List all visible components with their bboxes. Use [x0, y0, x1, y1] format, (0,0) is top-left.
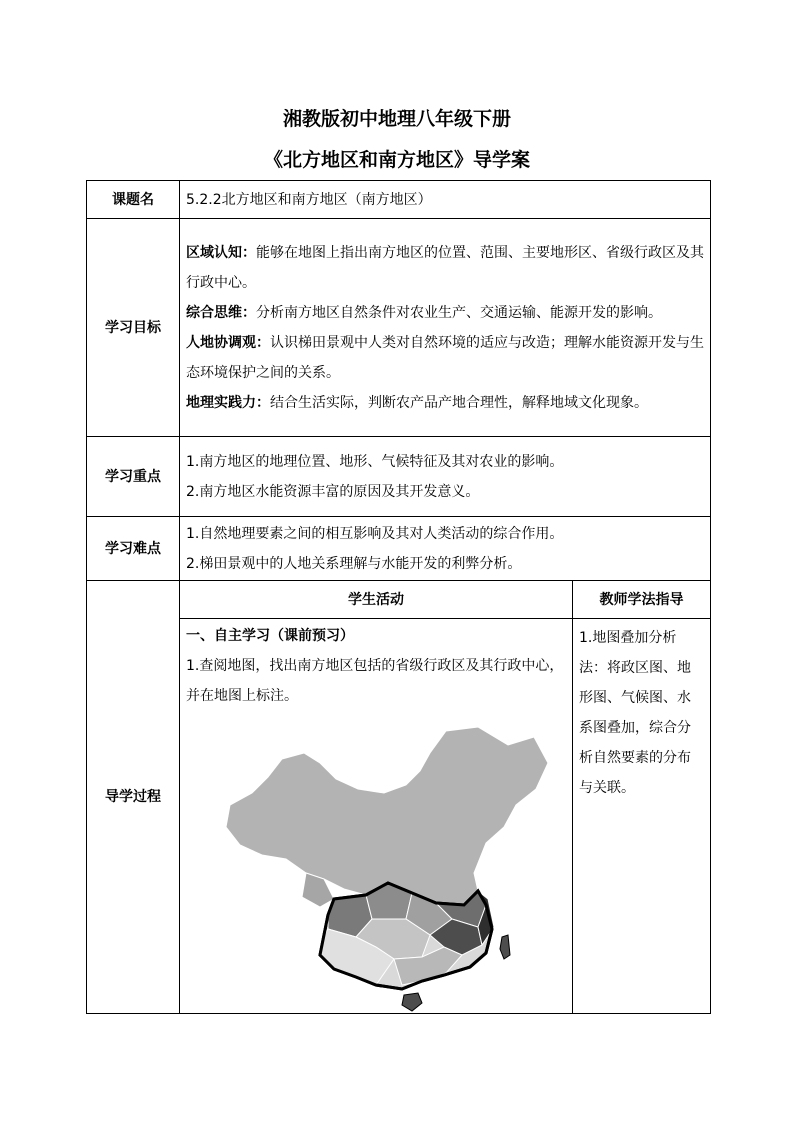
document-title: 湘教版初中地理八年级下册 — [282, 108, 511, 130]
goal-key: 区域认知： — [186, 244, 256, 261]
difficulties-row — [87, 517, 711, 581]
difficulties-label: 学习难点 — [87, 517, 180, 581]
south-region-map-image — [216, 723, 596, 1013]
goal-item — [186, 238, 704, 298]
goal-key: 综合思维： — [186, 304, 256, 321]
goal-item — [186, 298, 704, 328]
key-point-item: 2.南方地区水能资源丰富的原因及其开发意义。 — [186, 483, 480, 500]
difficulty-item: 1.自然地理要素之间的相互影响及其对人类活动的综合作用。 — [186, 525, 564, 542]
guide-item: 1.地图叠加分析法：将政区图、地形图、气候图、水系图叠加，综合分析自然要素的分布与关联。 — [579, 630, 691, 796]
goal-text: 分析南方地区自然条件对农业生产、交通运输、能源开发的影响。 — [256, 304, 662, 321]
process-row — [87, 619, 711, 1014]
china-map — [216, 723, 596, 1013]
key-points-label: 学习重点 — [87, 437, 180, 517]
process-label: 导学过程 — [87, 581, 180, 1014]
key-points-content — [180, 437, 711, 517]
key-points-row — [87, 437, 711, 517]
goal-item — [186, 328, 704, 388]
task-item: 1.查阅地图，找出南方地区包括的省级行政区及其行政中心，并在地图上标注。 — [186, 658, 564, 704]
goal-key: 地理实践力： — [186, 394, 270, 411]
document-subtitle: 《北方地区和南方地区》导学案 — [263, 149, 530, 171]
topic-row — [87, 181, 711, 219]
difficulties-content — [180, 517, 711, 581]
hainan-island-shape — [402, 993, 422, 1011]
taiwan-island-shape — [500, 935, 510, 959]
goals-content — [180, 219, 711, 437]
goals-label: 学习目标 — [87, 219, 180, 437]
topic-value: 5.2.2北方地区和南方地区（南方地区） — [180, 181, 711, 219]
goal-key: 人地协调观： — [186, 334, 270, 351]
goal-item — [186, 388, 704, 418]
goal-text: 认识梯田景观中人类对自然环境的适应与改造；理解水能资源开发与生态环境保护之间的关系。 — [186, 334, 704, 381]
student-activity-header: 学生活动 — [180, 581, 573, 619]
self-study-heading: 一、自主学习（课前预习） — [186, 628, 354, 644]
goal-text: 结合生活实际，判断农产品产地合理性，解释地域文化现象。 — [270, 394, 648, 411]
goal-text: 能够在地图上指出南方地区的位置、范围、主要地形区、省级行政区及其行政中心。 — [186, 244, 704, 291]
process-header-row — [87, 581, 711, 619]
topic-label: 课题名 — [87, 181, 180, 219]
key-point-item: 1.南方地区的地理位置、地形、气候特征及其对农业的影响。 — [186, 453, 564, 470]
teacher-guide-header: 教师学法指导 — [573, 581, 711, 619]
difficulty-item: 2.梯田景观中的人地关系理解与水能开发的利弊分析。 — [186, 555, 522, 572]
lesson-plan-table — [86, 180, 711, 1014]
student-activity-content — [180, 619, 573, 1014]
goals-row — [87, 219, 711, 437]
